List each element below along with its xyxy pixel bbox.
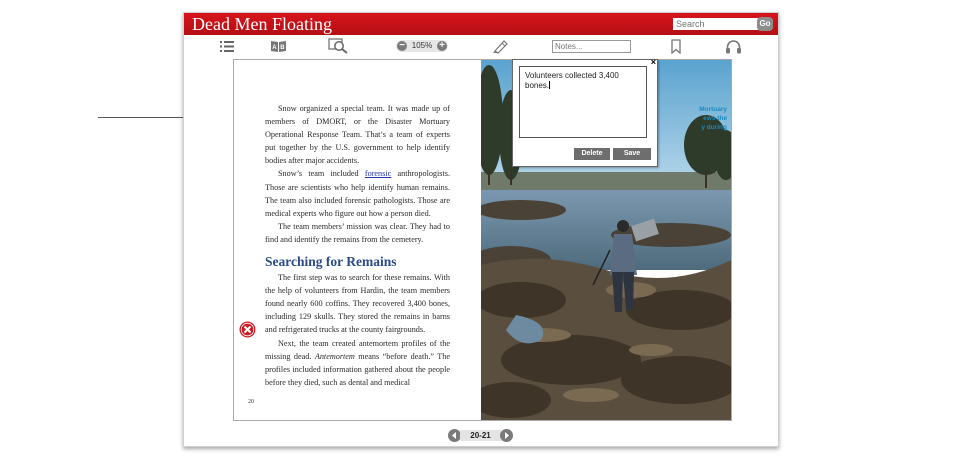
delete-note-button[interactable]: Delete <box>574 148 610 160</box>
remove-note-icon[interactable] <box>239 321 256 338</box>
text-cursor <box>549 81 550 89</box>
paragraph <box>265 337 450 389</box>
book-title: Dead Men Floating <box>192 14 332 34</box>
page-text <box>265 102 450 389</box>
bookmark-icon[interactable] <box>670 38 682 54</box>
close-note-button[interactable]: × <box>650 57 656 67</box>
arrow-right-icon <box>500 429 513 442</box>
svg-text:B: B <box>279 44 285 51</box>
page-navigator <box>448 429 513 442</box>
page-range: 20-21 <box>460 430 501 441</box>
title-bar <box>184 13 778 35</box>
zoom-out-button[interactable]: − <box>397 41 407 51</box>
paragraph-text: Snow’s team included <box>278 169 365 179</box>
caption-line: Mortuary <box>699 106 727 113</box>
save-note-button[interactable]: Save <box>613 148 651 160</box>
paragraph-text: Next, the team created antemortem profiles of the missing dead. <box>265 338 450 361</box>
section-heading: Searching for Remains <box>265 254 397 270</box>
paragraph-text: means “before death.” The profiles included information gathered about the people before they died, such as dental and medical <box>265 351 450 387</box>
highlighter-icon[interactable] <box>491 38 509 54</box>
table-of-contents-icon[interactable] <box>219 38 235 54</box>
caption-line: ews the <box>703 115 727 122</box>
toolbar <box>184 35 778 57</box>
paragraph: The first step was to search for these remains. With the help of volunteers from Hardin, the team members found nearly 600 coffins. They recovered 3,400 bones, including 129 skulls. They stored the remains in barns and refrigerated trucks at the county fairgrounds. <box>265 273 450 335</box>
zoom-control <box>396 40 448 52</box>
italic-term: Antemortem <box>314 351 355 361</box>
caption-line: y during <box>701 124 727 131</box>
svg-text:A: A <box>271 44 277 51</box>
paragraph <box>265 167 450 219</box>
zoom-in-button[interactable]: + <box>437 41 447 51</box>
next-page-button[interactable] <box>500 429 513 442</box>
search-text-icon[interactable] <box>327 38 349 54</box>
paragraph: The team members’ mission was clear. They had to find and identify the remains from the cemetery. <box>265 221 450 244</box>
glossary-link-forensic[interactable]: forensic <box>364 169 392 179</box>
page-number: 20 <box>248 399 254 405</box>
photo-caption <box>649 105 731 132</box>
paragraph: Snow organized a special team. It was made up of members of DMORT, or the Disaster Mortuary Operational Response Team. That’s a team of experts put together by the U.S. government to help identify bodies after major accidents. <box>265 104 450 166</box>
search-go-button[interactable]: Go <box>757 17 773 31</box>
notes-input[interactable]: Notes... <box>552 40 631 53</box>
paragraph-text: anthropologists. Those are scientists who help identify human remains. The team also included forensic pathologists. Those are medical experts who figure out how a person died. <box>265 169 450 218</box>
headphones-icon[interactable] <box>724 38 742 54</box>
ebook-reader-window <box>183 12 779 447</box>
search-input[interactable] <box>673 18 763 30</box>
note-text: Volunteers collected 3,400 bones. <box>525 71 619 90</box>
note-textarea[interactable] <box>519 66 647 138</box>
note-popup <box>512 59 658 167</box>
left-page <box>234 60 481 420</box>
zoom-level: 105% <box>411 41 433 50</box>
glossary-icon[interactable] <box>269 38 287 54</box>
